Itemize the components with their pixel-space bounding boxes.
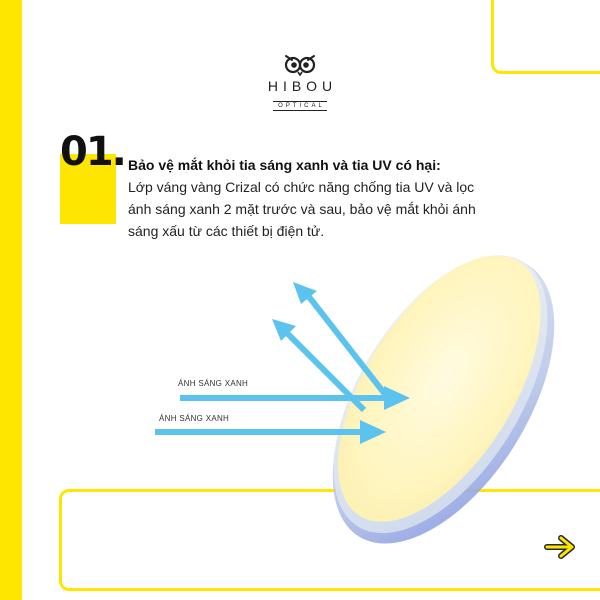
brand-subtitle: OPTICAL [273, 101, 327, 111]
feature-number: 01. [60, 129, 125, 175]
arrow-right-icon[interactable] [544, 534, 578, 560]
light-label-upper: ÁNH SÁNG XANH [178, 379, 249, 388]
light-label-lower: ÁNH SÁNG XANH [159, 414, 230, 423]
feature-title: Bảo vệ mắt khỏi tia sáng xanh và tia UV có hại: [128, 157, 441, 173]
brand-name: HIBOU [267, 78, 338, 94]
reflected-ray-upper [306, 293, 388, 398]
feature-body: Lớp váng vàng Crizal có chức năng chống tia UV và lọc ánh sáng xanh 2 mặt trước và sau, bảo vệ mắt khỏi ánh sáng xấu từ các thiết bị điện tử. [128, 179, 476, 239]
